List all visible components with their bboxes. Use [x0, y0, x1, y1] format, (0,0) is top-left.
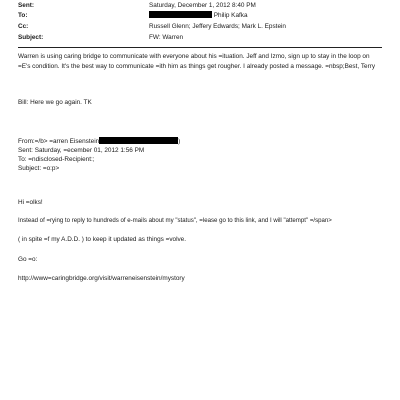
forwarded-from-text: From:=/b> =arren Eisenstein: [18, 138, 100, 145]
redaction-bar: [99, 137, 181, 145]
forwarded-from-suffix: ): [178, 138, 181, 145]
forwarded-to-line: To: =ndisclosed-Recipient:;: [18, 156, 95, 163]
cc-label: Cc:: [18, 23, 29, 30]
sent-value: Saturday, December 1, 2012 8:40 PM: [149, 2, 256, 9]
forwarded-sent-line: Sent: Saturday, =ecember 01, 2012 1:56 PM: [18, 147, 145, 154]
caringbridge-url[interactable]: http://www=caringbridge.org/visit/warreneisenstein/mystory: [18, 275, 185, 282]
to-value: Philip Kafka: [213, 12, 248, 19]
forwarded-subject-line: Subject: =o:p>: [18, 165, 60, 172]
instruction-line-continued: ( in spite =f my A.D.D. ) to keep it updated as things =volve.: [18, 236, 187, 243]
instruction-line: Instead of =rying to reply to hundreds of e-mails about my "status", =lease go to this link, and I will "attempt" =/span>: [18, 217, 332, 224]
go-to-line: Go =o:: [18, 256, 38, 263]
header-divider: [18, 47, 382, 48]
bill-line: Bill: Here we go again. TK: [18, 99, 92, 106]
message-paragraph: Warren is using caring bridge to communicate with everyone about his =ituation. Jeff and Izmo, sign up to stay in the loop on =E's condition. It's the best way to communicate =ith him as things get rougher. I already posted a message. =nbsp;Best, Terry: [18, 53, 376, 70]
subject-label: Subject:: [18, 34, 44, 41]
greeting-line: Hi =olks!: [18, 199, 43, 206]
sent-label: Sent:: [18, 2, 34, 9]
cc-value: Russell Glenn; Jeffery Edwards; Mark L. Epstein: [149, 23, 286, 30]
to-label: To:: [18, 12, 28, 19]
subject-value: FW: Warren: [149, 34, 184, 41]
to-value-wrap: [149, 11, 248, 21]
redaction-bar: [149, 11, 212, 18]
